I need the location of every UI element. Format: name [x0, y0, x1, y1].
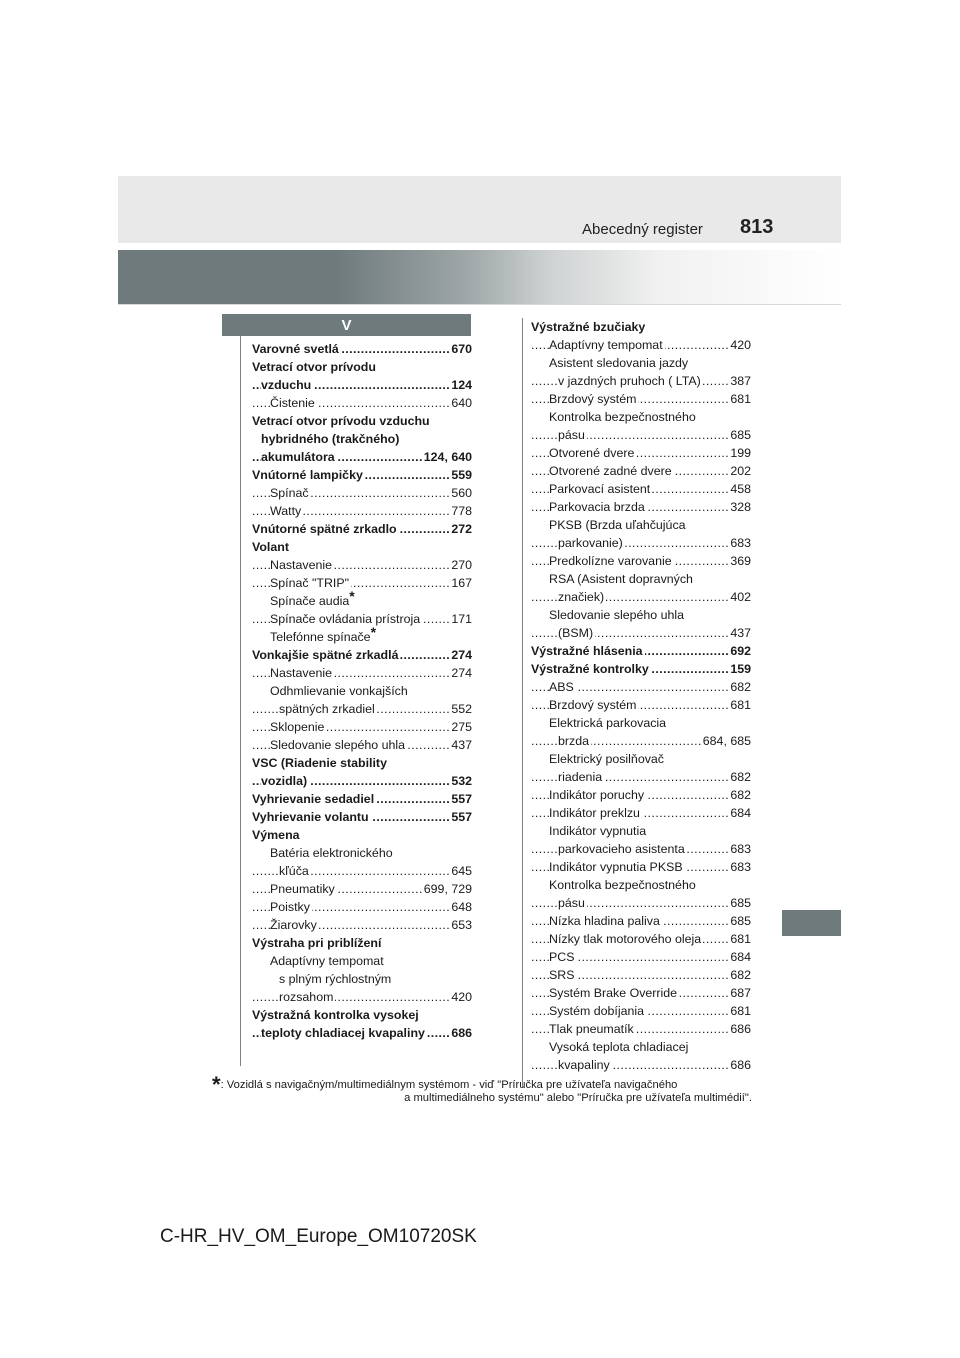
- header-gradient-band: [118, 250, 841, 304]
- index-entry: [531, 516, 751, 534]
- index-entry-page: 686: [730, 1022, 751, 1036]
- index-entry: [252, 790, 472, 808]
- index-entry: [252, 754, 472, 772]
- index-entry-page: 653: [451, 918, 472, 932]
- header-bar: [118, 176, 841, 243]
- index-entry-page: 420: [451, 990, 472, 1004]
- index-entry-label: Kontrolka bezpečnostného: [549, 878, 696, 892]
- index-entry-label: Indikátor vypnutia: [549, 824, 647, 838]
- index-entry: [531, 642, 751, 660]
- index-entry-label: ABS: [549, 680, 574, 694]
- index-entry: [531, 966, 751, 984]
- index-entry: [531, 732, 751, 750]
- index-entry-page: 270: [451, 558, 472, 572]
- index-entry: [252, 772, 472, 790]
- index-entry-label: Vnútorné spätné zrkadlo: [252, 522, 397, 536]
- index-entry-page: 402: [730, 590, 751, 604]
- index-entry: [252, 700, 472, 718]
- index-entry: [531, 1002, 751, 1020]
- index-entry: [252, 664, 472, 682]
- index-entry-label: hybridného (trakčného): [261, 432, 400, 446]
- index-entry: [252, 682, 472, 700]
- index-entry: [531, 894, 751, 912]
- index-entry: [531, 1020, 751, 1038]
- index-entry-label: Výstraha pri priblížení: [252, 936, 382, 950]
- index-entry-label: Batéria elektronického: [270, 846, 393, 860]
- index-entry: [531, 390, 751, 408]
- index-entry: [531, 498, 751, 516]
- index-entry-label: Otvorené zadné dvere: [549, 464, 672, 478]
- document-code: C-HR_HV_OM_Europe_OM10720SK: [160, 1226, 477, 1247]
- index-entry: [252, 466, 472, 484]
- index-entry: [252, 646, 472, 664]
- index-entry-label: Brzdový systém: [549, 392, 637, 406]
- index-entry-page: 552: [451, 702, 472, 716]
- index-entry: [531, 876, 751, 894]
- index-entry-label: Výstražné hlásenia: [531, 644, 643, 658]
- index-entry-label: (BSM): [558, 626, 594, 640]
- index-entry-label: akumulátora: [261, 450, 335, 464]
- index-entry: [531, 426, 751, 444]
- index-entry: [252, 574, 472, 592]
- index-entry-label: Sklopenie: [270, 720, 325, 734]
- index-entry-page: 685: [730, 914, 751, 928]
- index-entry: [252, 588, 472, 610]
- index-entry: [252, 862, 472, 880]
- index-entry-page: 328: [730, 500, 751, 514]
- footnote-line-1: : Vozidlá s navigačným/multimediálnym systémom - viď "Príručka pre užívateľa navigačného: [220, 1079, 678, 1091]
- index-entry-page: 560: [451, 486, 472, 500]
- index-entry-label: pásu: [558, 428, 585, 442]
- left-column-rule: [240, 336, 241, 1066]
- footnote-star: *: [212, 1072, 221, 1097]
- index-entry: [252, 358, 472, 376]
- index-entry: [531, 786, 751, 804]
- index-entry-label: Adaptívny tempomat: [270, 954, 384, 968]
- index-entry-page: 557: [451, 810, 472, 824]
- index-entry-label: Adaptívny tempomat: [549, 338, 663, 352]
- index-entry: [252, 1006, 472, 1024]
- index-entry-label: parkovanie): [558, 536, 623, 550]
- index-entry-label: Indikátor vypnutia PKSB: [549, 860, 683, 874]
- index-entry-label: Sledovanie slepého uhla: [549, 608, 685, 622]
- index-entry-label: PKSB (Brzda uľahčujúca: [549, 518, 686, 532]
- index-entry: [531, 462, 751, 480]
- index-entry: [252, 808, 472, 826]
- index-entry: [252, 826, 472, 844]
- index-entry: [252, 624, 472, 646]
- index-entry: [531, 858, 751, 876]
- index-entry-label: Asistent sledovania jazdy: [549, 356, 689, 370]
- index-entry-page: 420: [730, 338, 751, 352]
- index-entry-page: 458: [730, 482, 751, 496]
- index-entry-label: Indikátor preklzu: [549, 806, 640, 820]
- index-entry-label: Otvorené dvere: [549, 446, 635, 460]
- index-entry-page: 681: [730, 392, 751, 406]
- index-entry-label: vzduchu: [261, 378, 312, 392]
- index-entry: [531, 624, 751, 642]
- index-entry-label: Žiarovky: [270, 918, 317, 932]
- index-entry-page: 685: [730, 896, 751, 910]
- index-entry-label: SRS: [549, 968, 575, 982]
- index-entry: [252, 988, 472, 1006]
- index-entry: [252, 430, 472, 448]
- index-entry-page: 692: [730, 644, 751, 658]
- index-entry-label: Brzdový systém: [549, 698, 637, 712]
- index-entry-label: Sledovanie slepého uhla: [270, 738, 406, 752]
- index-entry-label: brzda: [558, 734, 589, 748]
- index-entry: [531, 714, 751, 732]
- index-entry: [531, 912, 751, 930]
- index-entry-page: 387: [730, 374, 751, 388]
- index-entry: [531, 930, 751, 948]
- index-entry-label: kľúča: [279, 864, 309, 878]
- index-entry-page: 682: [730, 788, 751, 802]
- index-entry-label: PCS: [549, 950, 575, 964]
- index-entry: [531, 372, 751, 390]
- index-entry: [531, 948, 751, 966]
- index-entry-label: Kontrolka bezpečnostného: [549, 410, 696, 424]
- index-entry-label: Spínače audia*: [270, 588, 355, 608]
- index-entry-label: Predkolízne varovanie: [549, 554, 672, 568]
- index-entry: [531, 588, 751, 606]
- index-entry: [531, 534, 751, 552]
- index-entry-page: 681: [730, 932, 751, 946]
- index-entry-label: Parkovacia brzda: [549, 500, 645, 514]
- index-entry: [531, 1038, 751, 1056]
- index-entry: [252, 538, 472, 556]
- index-entry-page: 640: [451, 396, 472, 410]
- index-entry: [252, 376, 472, 394]
- index-entry: [531, 444, 751, 462]
- index-entry-label: RSA (Asistent dopravných: [549, 572, 693, 586]
- index-entry-label: Nízka hladina paliva: [549, 914, 660, 928]
- index-entry: [531, 696, 751, 714]
- index-entry-label: Vetrací otvor prívodu: [252, 360, 376, 374]
- index-entry: [252, 556, 472, 574]
- index-entry: [531, 354, 751, 372]
- index-entry-page: 682: [730, 680, 751, 694]
- index-entry: [252, 394, 472, 412]
- index-entry: [531, 984, 751, 1002]
- index-entry: [252, 844, 472, 862]
- index-entry-page: 681: [730, 698, 751, 712]
- section-title: Abecedný register: [582, 221, 703, 238]
- index-entry-label: Volant: [252, 540, 289, 554]
- index-entry-label: Vysoká teplota chladiacej: [549, 1040, 689, 1054]
- index-entry-label: Čistenie: [270, 396, 315, 410]
- index-entry-label: Vonkajšie spätné zrkadlá: [252, 648, 399, 662]
- index-entry-page: 159: [730, 662, 751, 676]
- index-entry: [252, 412, 472, 430]
- index-entry: [252, 340, 472, 358]
- index-entry: [252, 610, 472, 628]
- index-entry-page: 559: [451, 468, 472, 482]
- index-entry-page: 645: [451, 864, 472, 878]
- index-entry-label: Indikátor poruchy: [549, 788, 645, 802]
- index-entry-page: 683: [730, 842, 751, 856]
- index-entry-page: 199: [730, 446, 751, 460]
- index-entry-page: 682: [730, 968, 751, 982]
- index-entry-page: 167: [451, 576, 472, 590]
- index-entry-label: Elektrická parkovacia: [549, 716, 667, 730]
- index-entry-page: 272: [451, 522, 472, 536]
- index-entry-page: 684, 685: [702, 734, 751, 748]
- index-entry-label: Výstražná kontrolka vysokej: [252, 1008, 419, 1022]
- index-column-left: [252, 340, 472, 1042]
- index-entry-page: 682: [730, 770, 751, 784]
- index-entry-label: Odhmlievanie vonkajších: [270, 684, 408, 698]
- index-entry-label: VSC (Riadenie stability: [252, 756, 387, 770]
- index-entry-page: 778: [451, 504, 472, 518]
- index-entry-label: Výmena: [252, 828, 300, 842]
- index-entry: [252, 898, 472, 916]
- index-entry-label: značiek): [558, 590, 605, 604]
- index-entry-label: Pneumatiky: [270, 882, 335, 896]
- index-entry-label: Vyhrievanie volantu: [252, 810, 369, 824]
- index-entry: [531, 570, 751, 588]
- index-entry: [252, 502, 472, 520]
- index-entry: [252, 970, 472, 988]
- index-entry: [531, 768, 751, 786]
- index-entry-label: Tlak pneumatík: [549, 1022, 634, 1036]
- index-entry-label: Elektrický posilňovač: [549, 752, 665, 766]
- page-number: 813: [740, 216, 774, 238]
- index-entry: [531, 480, 751, 498]
- index-entry-page: 202: [730, 464, 751, 478]
- index-entry: [531, 552, 751, 570]
- index-entry: [252, 880, 472, 898]
- index-letter-heading: V: [222, 314, 471, 336]
- index-entry: [252, 916, 472, 934]
- index-entry-label: parkovacieho asistenta: [558, 842, 685, 856]
- index-entry-label: s plným rýchlostným: [279, 972, 392, 986]
- index-entry: [252, 520, 472, 538]
- index-entry-page: 648: [451, 900, 472, 914]
- index-entry: [252, 736, 472, 754]
- index-entry-page: 684: [730, 806, 751, 820]
- index-entry-page: 699, 729: [423, 882, 472, 896]
- index-entry-label: kvapaliny: [558, 1058, 610, 1072]
- index-entry: [531, 660, 751, 678]
- index-entry-page: 684: [730, 950, 751, 964]
- index-entry-label: Systém dobíjania: [549, 1004, 645, 1018]
- chapter-thumb-tab: [782, 910, 841, 936]
- index-entry: [252, 934, 472, 952]
- index-entry-label: Nízky tlak motorového oleja: [549, 932, 702, 946]
- index-entry-label: teploty chladiacej kvapaliny: [261, 1026, 425, 1040]
- index-entry: [252, 448, 472, 466]
- footnote-line-2: a multimediálneho systému" alebo "Príručka pre užívateľa multimédií".: [404, 1092, 752, 1104]
- index-entry-page: 683: [730, 860, 751, 874]
- index-entry-page: 437: [451, 738, 472, 752]
- index-entry-page: 670: [451, 342, 472, 356]
- index-entry-label: Varovné svetlá: [252, 342, 339, 356]
- index-entry: [531, 822, 751, 840]
- index-entry-page: 369: [730, 554, 751, 568]
- index-entry: [252, 484, 472, 502]
- index-entry-label: Watty: [270, 504, 302, 518]
- index-entry: [531, 336, 751, 354]
- index-entry-page: 274: [451, 648, 472, 662]
- index-entry: [531, 804, 751, 822]
- index-entry-label: riadenia: [558, 770, 603, 784]
- footnote: [212, 1072, 752, 1105]
- index-entry-page: 687: [730, 986, 751, 1000]
- index-entry-label: rozsahom: [279, 990, 334, 1004]
- index-entry-label: Vetrací otvor prívodu vzduchu: [252, 414, 430, 428]
- index-entry: [531, 318, 751, 336]
- index-column-right: [531, 318, 751, 1074]
- index-entry: [252, 1024, 472, 1042]
- index-entry-page: 274: [451, 666, 472, 680]
- index-entry-label: vozidla): [261, 774, 308, 788]
- index-entry-page: 275: [451, 720, 472, 734]
- index-entry-label: Systém Brake Override: [549, 986, 678, 1000]
- index-entry-label: Nastavenie: [270, 558, 332, 572]
- footnote-marker: *: [370, 624, 377, 640]
- index-entry-label: Výstražné bzučiaky: [531, 320, 646, 334]
- index-entry-label: Vyhrievanie sedadiel: [252, 792, 375, 806]
- index-entry-page: 124: [451, 378, 472, 392]
- index-entry-label: pásu: [558, 896, 585, 910]
- index-entry-label: Nastavenie: [270, 666, 332, 680]
- index-entry-page: 557: [451, 792, 472, 806]
- index-entry: [531, 1056, 751, 1074]
- index-entry-page: 681: [730, 1004, 751, 1018]
- index-entry-label: Spínače ovládania prístroja: [270, 612, 421, 626]
- column-divider: [522, 318, 523, 1088]
- index-entry-page: 683: [730, 536, 751, 550]
- footnote-marker: *: [349, 588, 355, 604]
- index-entry-label: spätných zrkadiel: [279, 702, 375, 716]
- index-entry-page: 532: [451, 774, 472, 788]
- index-entry: [531, 750, 751, 768]
- index-entry-label: Vnútorné lampičky: [252, 468, 363, 482]
- index-entry-page: 686: [451, 1026, 472, 1040]
- index-entry-label: v jazdných pruhoch ( LTA): [558, 374, 701, 388]
- index-entry-label: Telefónne spínače*: [270, 624, 377, 644]
- index-entry-label: Parkovací asistent: [549, 482, 651, 496]
- index-entry-label: Výstražné kontrolky: [531, 662, 649, 676]
- index-entry-label: Spínač "TRIP": [270, 576, 350, 590]
- index-entry-page: 171: [451, 612, 472, 626]
- index-entry-page: 685: [730, 428, 751, 442]
- index-entry: [531, 678, 751, 696]
- index-entry: [531, 606, 751, 624]
- index-entry-label: Spínač: [270, 486, 309, 500]
- index-entry: [252, 952, 472, 970]
- index-entry-label: Poistky: [270, 900, 310, 914]
- index-entry: [531, 840, 751, 858]
- header-divider: [118, 304, 841, 305]
- index-entry-page: 437: [730, 626, 751, 640]
- index-entry-page: 686: [730, 1058, 751, 1072]
- index-entry: [531, 408, 751, 426]
- index-entry-page: 124, 640: [423, 450, 472, 464]
- index-entry: [252, 718, 472, 736]
